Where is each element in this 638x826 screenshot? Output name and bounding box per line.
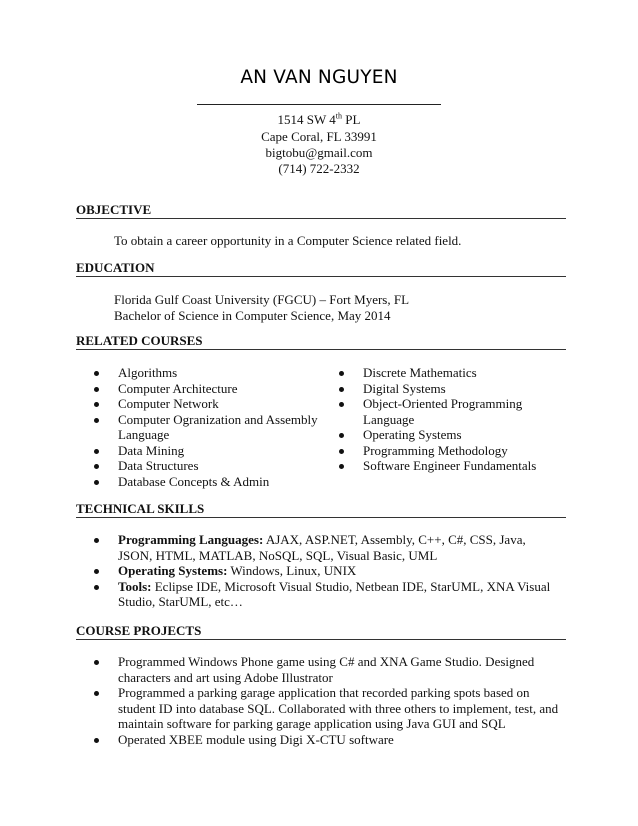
address-city: Cape Coral, FL 33991 [261,129,377,144]
list-item: Computer Ogranization and Assembly Language [92,412,327,443]
section-title-objective: OBJECTIVE [76,202,566,219]
list-item: Discrete Mathematics [337,365,542,381]
list-item: Data Mining [92,443,327,459]
skill-text: Windows, Linux, UNIX [227,563,357,578]
skill-label: Programming Languages: [118,532,264,547]
list-item: Programmed Windows Phone game using C# and XNA Game Studio. Designed characters and art using Adobe Illustrator [92,654,562,685]
phone-text: (714) 722-2332 [278,161,360,176]
skill-text: Eclipse IDE, Microsoft Visual Studio, Netbean IDE, StarUML, XNA Visual Studio, StarUML, etc… [118,578,551,609]
list-item: Database Concepts & Admin [92,474,327,490]
address-street: 1514 SW 4 [277,112,336,127]
section-title-skills: TECHNICAL SKILLS [76,501,566,518]
section-title-projects: COURSE PROJECTS [76,623,566,640]
list-item: Digital Systems [337,381,542,397]
projects-list [92,654,562,747]
list-item: Computer Network [92,396,327,412]
list-item [92,563,562,579]
list-item [92,532,562,563]
skill-text: AJAX, ASP.NET, Assembly, C++, C#, CSS, Java, JSON, HTML, MATLAB, NoSQL, SQL, Visual Basic, UML [118,532,526,563]
list-item: Programming Methodology [337,443,542,459]
list-item: Object-Oriented Programming Language [337,396,542,427]
list-item: Computer Architecture [92,381,327,397]
courses-right-list [337,365,542,474]
list-item: Operating Systems [337,427,542,443]
list-item: Algorithms [92,365,327,381]
resume-name: AN VAN NGUYEN [240,67,398,88]
list-item: Programmed a parking garage application that recorded parking spots based on student ID into database SQL. Collaborated with three others to implement, test, and maintain software for parking garage application using Java GUI and SQL [92,685,562,732]
list-item: Operated XBEE module using Digi X-CTU software [92,732,562,748]
skill-label: Operating Systems: [118,563,228,578]
address-ordinal: th [335,111,343,121]
skills-list [92,532,562,610]
courses-left-list [92,365,327,489]
email-text: bigtobu@gmail.com [265,145,373,160]
section-title-courses: RELATED COURSES [76,333,566,350]
address-line [0,112,638,128]
list-item [92,579,562,610]
education-school: Florida Gulf Coast University (FGCU) – Fort Myers, FL [114,292,410,307]
list-item: Data Structures [92,458,327,474]
objective-text: To obtain a career opportunity in a Computer Science related field. [114,233,462,248]
address-street-suffix: PL [342,112,361,127]
list-item: Software Engineer Fundamentals [337,458,542,474]
name-underline [197,104,441,105]
section-title-education: EDUCATION [76,260,566,277]
education-degree: Bachelor of Science in Computer Science, May 2014 [114,308,391,323]
skill-label: Tools: [118,578,152,594]
